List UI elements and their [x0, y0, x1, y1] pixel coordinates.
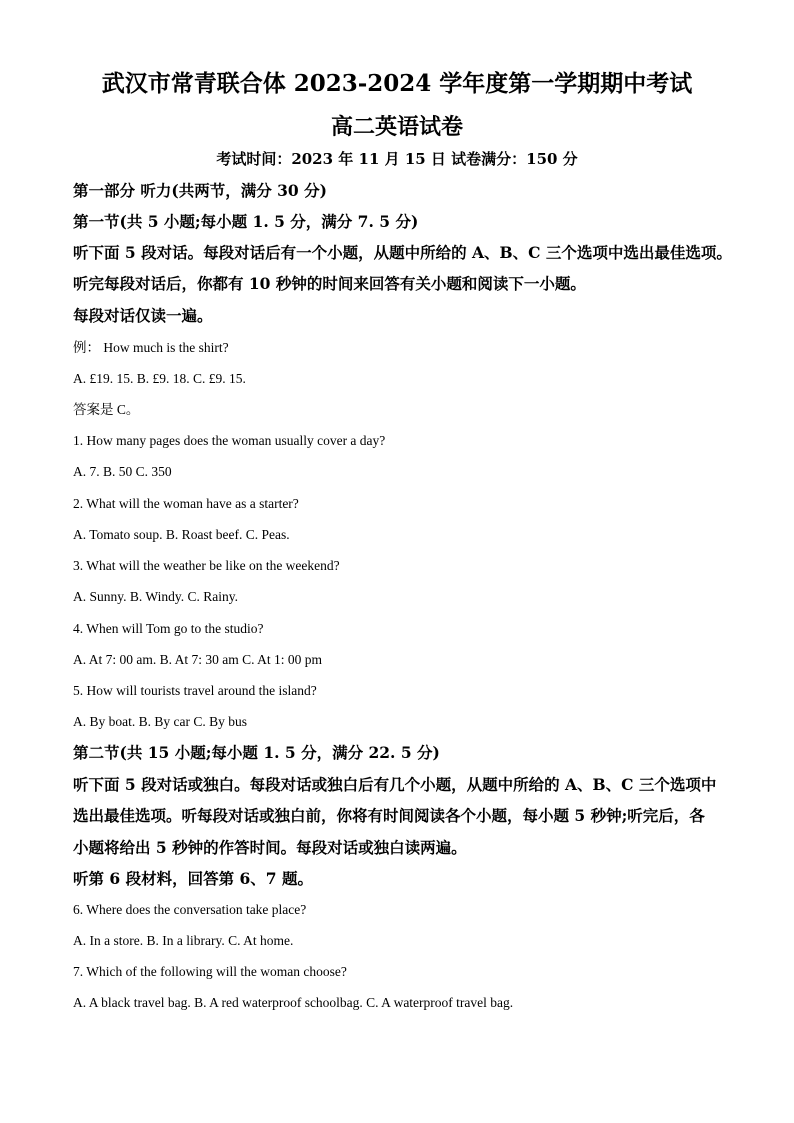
- question-6: 6. Where does the conversation take place?: [73, 902, 307, 917]
- section2-heading: 第二节(共 15 小题;每小题 1. 5 分，满分 22. 5 分): [73, 743, 440, 762]
- question-2-options: A. Tomato soup. B. Roast beef. C. Peas.: [73, 527, 290, 542]
- question-3: 3. What will the weather be like on the weekend?: [73, 558, 340, 573]
- question-3-options: A. Sunny. B. Windy. C. Rainy.: [73, 589, 238, 604]
- section1-heading: 第一节(共 5 小题;每小题 1. 5 分，满分 7. 5 分): [73, 212, 419, 231]
- question-4: 4. When will Tom go to the studio?: [73, 621, 264, 636]
- section2-instruction-2: 选出最佳选项。听每段对话或独白前，你将有时间阅读各个小题，每小题 5 秒钟;听完后，各: [73, 806, 705, 825]
- question-1-options: A. 7. B. 50 C. 350: [73, 464, 172, 479]
- example-question: 例： How much is the shirt?: [73, 340, 229, 355]
- section1-instruction-1: 听下面 5 段对话。每段对话后有一个小题，从题中所给的 A、B、C 三个选项中选出最佳选项。: [73, 243, 732, 262]
- question-2: 2. What will the woman have as a starter?: [73, 496, 299, 511]
- material-6-heading: 听第 6 段材料，回答第 6、7 题。: [73, 869, 313, 888]
- section2-instruction-1: 听下面 5 段对话或独白。每段对话或独白后有几个小题，从题中所给的 A、B、C 三个选项中: [73, 775, 717, 794]
- example-answer: 答案是 C。: [73, 402, 140, 417]
- question-7-options: A. A black travel bag. B. A red waterproof schoolbag. C. A waterproof travel bag.: [73, 995, 514, 1010]
- question-4-options: A. At 7: 00 am. B. At 7: 30 am C. At 1: 00 pm: [73, 652, 323, 667]
- exam-subtitle: 高二英语试卷: [330, 114, 463, 140]
- section1-instruction-3: 每段对话仅读一遍。: [73, 306, 213, 325]
- example-options: A. £19. 15. B. £9. 18. C. £9. 15.: [73, 371, 246, 386]
- exam-info: 考试时间：2023 年 11 月 15 日 试卷满分：150 分: [216, 150, 578, 168]
- exam-title: 武汉市常青联合体 2023-2024 学年度第一学期期中考试: [101, 70, 693, 97]
- question-5: 5. How will tourists travel around the island?: [73, 683, 317, 698]
- question-7: 7. Which of the following will the woman choose?: [73, 964, 347, 979]
- question-6-options: A. In a store. B. In a library. C. At home.: [73, 933, 294, 948]
- section1-instruction-2: 听完每段对话后，你都有 10 秒钟的时间来回答有关小题和阅读下一小题。: [73, 274, 586, 293]
- question-5-options: A. By boat. B. By car C. By bus: [73, 714, 247, 729]
- question-1: 1. How many pages does the woman usually cover a day?: [73, 433, 386, 448]
- part1-heading: 第一部分 听力(共两节，满分 30 分): [73, 181, 327, 200]
- section2-instruction-3: 小题将给出 5 秒钟的作答时间。每段对话或独白读两遍。: [73, 838, 467, 857]
